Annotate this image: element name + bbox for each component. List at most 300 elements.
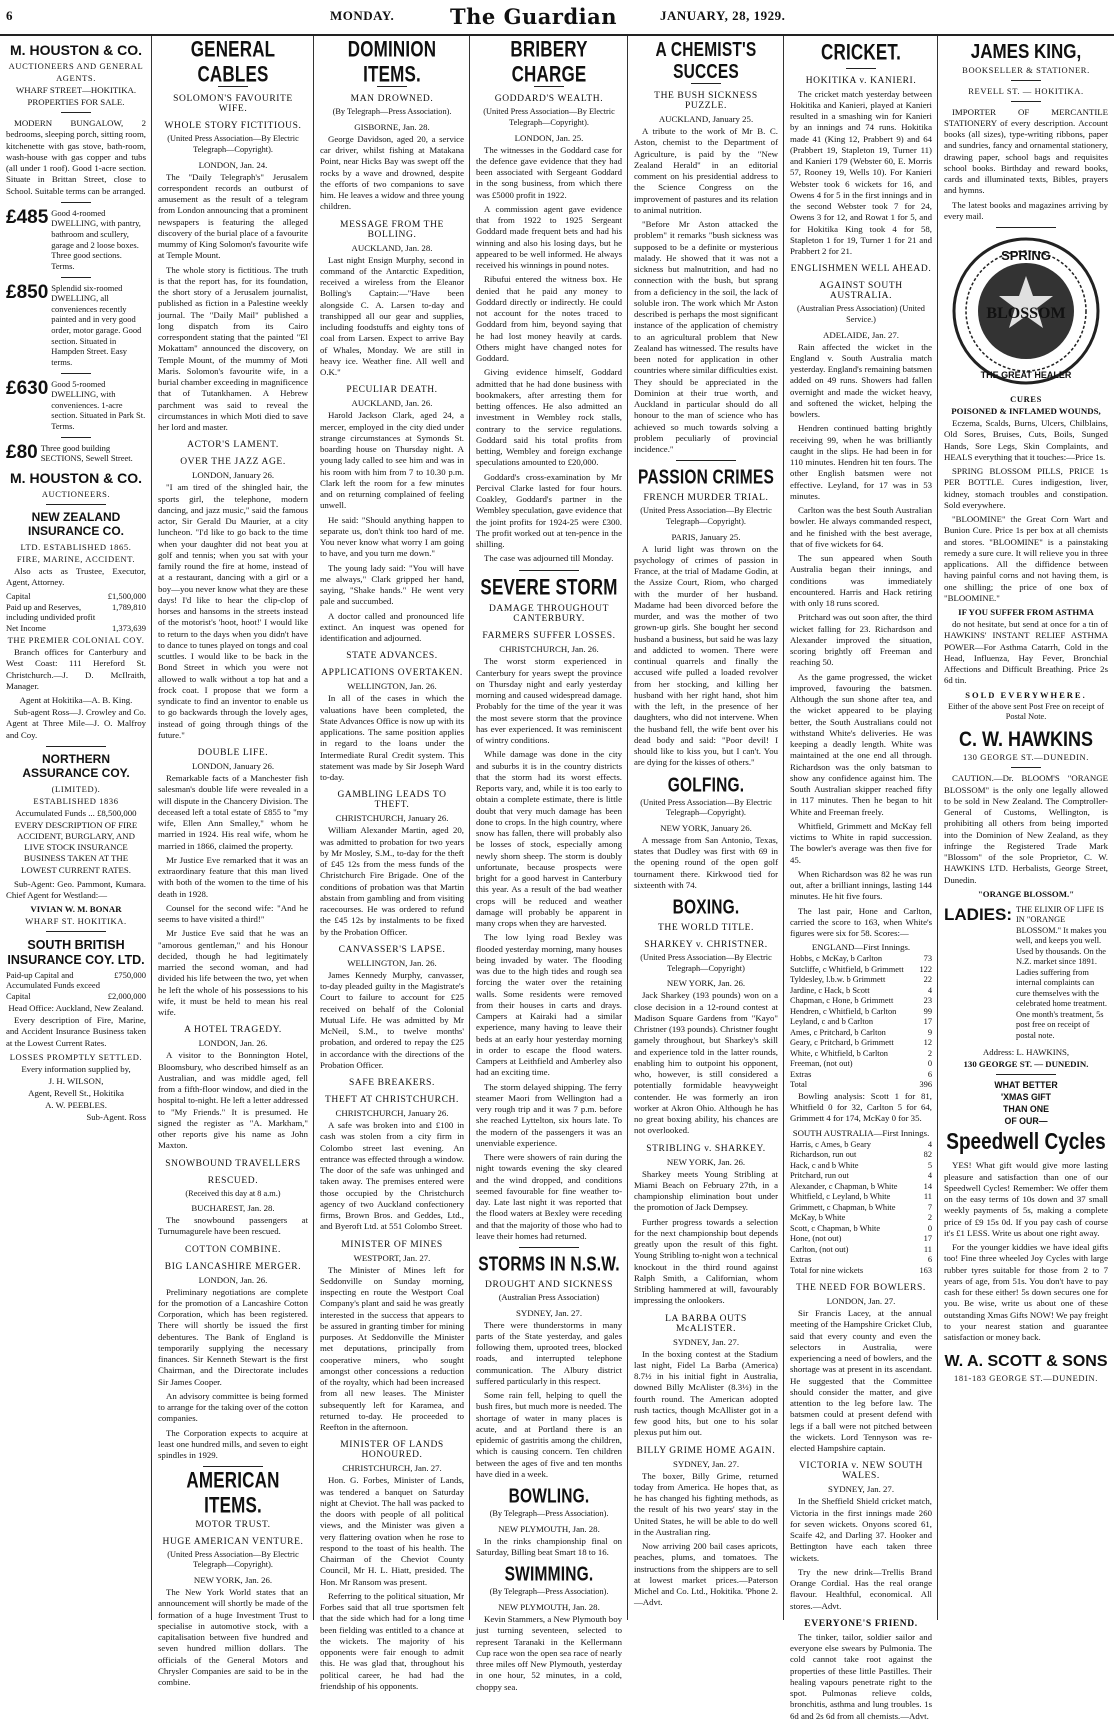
story-paragraph: A lurid light was thrown on the psychology of crimes of passion in France, at the trial of Madame Godin, at the Assize Court, Riom, who charged with the murder of her husband. Madame had been divorced before the murder, and was the mother of two grown-up girls. She bought her second husband a business, but said he was lazy and addicted to women. There were continual quarrels and finally the accused wife pulled a loaded revolver from her stocking, and killing her husband with her right hand, shot him with the left, in the presence of her daughters, who did not intervene. When the husband fell, the wife bent over his dead body and said: "Poor devil! I should like to kiss you, but I can't. You are dying for the kisses of others."	[634, 543, 778, 768]
dateline: LONDON, Jan. 26.	[198, 1274, 268, 1285]
story-subheadline: WHOLE STORY FICTITIOUS.	[164, 121, 302, 132]
batsman: Leyland, c and b Carlton	[790, 1017, 874, 1027]
batsman: Harris, c Ames, b Geary	[790, 1139, 871, 1149]
scorecard-row	[790, 1028, 932, 1039]
story-paragraph: An advisory committee is being formed to arrange for the taking over of the cotton companies.	[158, 1390, 308, 1424]
story-paragraph: The snowbound passengers at Turnumagurele have been rescued.	[158, 1215, 308, 1237]
masthead-date: JANUARY, 28, 1929.	[660, 8, 786, 23]
story-headline: ACTOR'S LAMENT.	[187, 440, 279, 451]
england-scorecard	[790, 954, 932, 1080]
scorecard-row	[790, 975, 932, 986]
batsman: Hack, c and b White	[790, 1160, 859, 1170]
runs: 12	[923, 1038, 932, 1048]
column-rule	[313, 36, 314, 1620]
story-subheadline: RESCUED.	[207, 1175, 259, 1186]
story-headline: EVERYONE'S FRIEND.	[804, 1618, 918, 1629]
houston-title: M. HOUSTON & CO.	[10, 469, 142, 486]
story-headline: MOTOR TRUST.	[195, 1519, 271, 1530]
figure-label: Paid up and Reserves, including undivided profit	[6, 602, 96, 623]
figure-value: £750,000	[114, 970, 146, 980]
houston-subtitle: AGENTS.	[56, 73, 96, 84]
story-paragraph: Pritchard was out soon after, the third wicket falling for 23. Richardson and Alexander improved the situation, scoring brightly off Freeman and reaching 50.	[790, 612, 932, 668]
dateline: CHRISTCHURCH, Jan. 26.	[499, 644, 599, 655]
cures-body: Eczema, Scalds, Burns, Ulcers, Chilblains, Old Sores, Bruises, Cuts, Boils, Sunged Hands, Sore Legs, Skin Complaints, and HEALS everything that it touches:—Price 1s.	[944, 418, 1108, 462]
story-headline: ENGLISHMEN WELL AHEAD.	[790, 264, 932, 275]
advertisement-paragraph: The tinker, tailor, soldier sailor and everyone else swears by Pulmonia. The cold cannot take root against the properties of these little Pastilles. Their healing vapours penetrate right to the spot. Pulmonas relieve colds, bronchitis, asthma and lung troubles. 1s 6d and 2s 6d from all chemists.—Advt.	[790, 1631, 932, 1721]
dateline: NEW PLYMOUTH, Jan. 28.	[498, 1602, 600, 1612]
batsman: Chapman, c Hone, b Grimmett	[790, 996, 894, 1006]
ladies-text: THE ELIXIR OF LIFE IS IN "ORANGE BLOSSOM." It makes you well, and keeps you well. Used by thousands. On the N.Z. market since 1891. Ladies suffering from internal complaints can cure themselves with the celebrated home treatment. One month's treatment, 5s post free on receipt of postal note.	[1016, 904, 1107, 1040]
credit-line: (United Press Association—By Electric Telegraph—Copyright)	[640, 953, 772, 973]
story-headline: SOLOMON'S FAVOURITE WIFE.	[173, 94, 293, 115]
figure-label: Paid-up Capital and Accumulated Funds exceed	[6, 970, 100, 990]
nz-insurance-established: LTD. ESTABLISHED 1865.	[20, 541, 132, 552]
batsman: Scott, c Chapman, b White	[790, 1223, 881, 1233]
vivian-bonar: VIVIAN W. M. BONAR	[30, 904, 122, 915]
story-paragraph: Remarkable facts of a Manchester fish salesman's double life were revealed in a will dispute in the Chancery Division. The deceased left a total estate of £855 to "my wife, Ellen Ann Smalley," whom he married in 1924. His real wife, whom he married in 1866, claimed the property.	[158, 773, 308, 851]
story-paragraph: Carlton was the best South Australian bowler. He always commanded respect, and he finished with the best average, that of five wickets for 64.	[790, 505, 932, 549]
dateline: SYDNEY, Jan. 27.	[827, 1484, 895, 1495]
story-paragraph: The storm delayed shipping. The ferry steamer Maori from Wellington had a very rough trip and it was 7 p.m. before she reached Lyttelton, six hours late. To the modern of the passengers it was an unenviable experience.	[476, 1081, 622, 1148]
story-paragraph: Some rain fell, helping to quell the bush fires, but much more is needed. The shortage of water in many places is acute, and at Portland there is an epidemic of gastritis among the children, which is causing concern. Ten children between the ages of five and ten months have died in a week.	[476, 1390, 622, 1479]
figure-row	[6, 602, 146, 622]
seal-top-text: SPRING	[1001, 248, 1051, 264]
scorecard-row	[790, 1038, 932, 1049]
runs: 17	[923, 1234, 932, 1244]
seal-middle-text: BLOSSOM	[986, 305, 1066, 323]
james-king-body: The latest books and magazines arriving by every mail.	[944, 199, 1108, 221]
dateline: NEW YORK, January 26.	[660, 822, 752, 833]
story-paragraph: Rain affected the wicket in the England v. South Australia match yesterday. England's remaining batsmen added on 49 runs. Showers had fallen overnight and made the wicket heavy, and softened the wicket, helping the bowlers.	[790, 341, 932, 420]
james-king-subtitle: BOOKSELLER & STATIONER.	[962, 64, 1090, 75]
credit-line: (United Press Association—By Electric Telegraph—Copyright).	[640, 797, 772, 818]
story-subheadline: THEFT AT CHRISTCHURCH.	[325, 1095, 459, 1106]
story-paragraph: The low lying road Bexley was flooded yesterday morning, many houses being invaded by water. The flooding was due to the high tides and rough sea forcing the water over the retaining walls. Some residents were removed from their houses in carts and drays. Campers at Kairaki had a similar experience, many having to leave their beds at an early hour yesterday morning in order to escape the flood waters. Campers at Leithfield and Amberley also had an exciting time.	[476, 932, 622, 1078]
story-headline: GAMBLING LEADS TO THEFT.	[337, 790, 447, 811]
batsman: McKay, b White	[790, 1213, 846, 1223]
story-paragraph: The cricket match yesterday between Hokitika and Kanieri, played at Kanieri resulted in a smashing win for Kanieri by an innings and 74 runs. Hokitika made 41 (King 12, Prabbert 9) and 64 (Prabbert 19, Stapleton 19, Turner 11) and Kanieri 179 (Webster 60, E. Morris 57, Rooney 19, Wells 10). For Kanieri Webster took 6 wickets for 16, and Owens 4 for 5 in the first innings and in the second Webster took 7 for 24, Owens 3 for 12, and Rowat 1 for 5, and for Hokitika King took 4 for 58, Stapleton 1 for 19, Turner 1 for 21 and Prabbert 2 for 21.	[790, 88, 932, 257]
story-paragraph: Whitfield, Grimmett and McKay fell victims to White in rapid succession. The bowler's average was then five for 45.	[790, 820, 932, 865]
figure-value: 1,373,639	[112, 623, 146, 634]
story-paragraph: While damage was done in the city and suburbs it is in the country districts that the storm had its worst effects. Reports vary, and, while it is too early to obtain a complete estimate, there is little doubt that very much damage has been done to crops. In the high country, where snow has fallen, there will probably also be losses of stock, especially among newly shorn sheep. The storm is doubly unfortunate, because prospects were bright for a good harvest in Canterbury this year. As a result of the bad weather crops will be reduced and weather damage will probably be apparent in many crops when they are harvested.	[476, 749, 622, 929]
section-heading: STORMS IN N.S.W.	[478, 1253, 620, 1276]
story-paragraph: Sir Francis Lacey, at the annual meeting of the Hampshire Cricket Club, said that every county and even the selectors in Australia, were experiencing a need of bowlers, and the shortage was at present in its ascendant. He suggested that the Committee should consider the matter, and give attention to the leg before law. The batsmen could at present defend with legs if a ball were not pitched between the wickets. Lord Tennyson was re-elected Hampshire captain.	[790, 1308, 932, 1454]
story-paragraph: In all of the cases in which the valuations have been completed, the State Advances Office is now up with its applications. The same position applies in regard to the loans under the Intermediate Rural Credit system. This statement was made by Sir Joseph Ward to-day.	[320, 693, 464, 783]
story-paragraph: The witnesses in the Goddard case for the defence gave evidence that they had been associated with Sergeant Goddard in the song business, from which there was £5000 profit in 1922.	[476, 144, 622, 200]
scorecard-row	[790, 965, 932, 976]
cures-heading: POISONED & INFLAMED WOUNDS,	[951, 406, 1101, 417]
ladies-ad	[944, 905, 1108, 1042]
orange-blossom-address-label: Address: L. HAWKINS,	[982, 1047, 1070, 1058]
dateline: NEW YORK, Jan. 26.	[666, 978, 746, 989]
story-subheadline: AGAINST SOUTH AUSTRALIA.	[819, 281, 903, 302]
credit-line: (United Press Association—By Electric Telegraph—Copyright).	[640, 506, 772, 526]
price-text: Good 4-roomed DWELLING, with pantry, bathroom and scullery, garage and 2 loose boxes. Three good sections. Terms.	[51, 207, 141, 271]
credit-line: (Australian Press Association) (United Service.)	[797, 304, 925, 325]
section-heading: BOXING.	[672, 896, 740, 919]
price-amount: £80	[6, 441, 38, 463]
batsman: Hone, (not out)	[790, 1234, 842, 1244]
story-headline: HOKITIKA v. KANIERI.	[805, 75, 917, 86]
story-paragraph: The case was adjourned till Monday.	[484, 553, 614, 564]
section-heading: AMERICAN ITEMS.	[186, 1468, 280, 1518]
scorecard-row	[790, 1007, 932, 1018]
story-paragraph: The New York World states that an announcement will shortly be made of the formation of a huge Investment Trust to specialise in automotive stock, with a capitalisation between five hundred and seven hundred million dollars. The officials of the General Motors and Chrysler Companies are said to be in the combine.	[158, 1587, 308, 1688]
story-paragraph: In the rinks championship final on Saturday, Billing beat Smart 18 to 16.	[476, 1535, 622, 1558]
runs: 0	[927, 1059, 932, 1069]
dateline: ADELAIDE, Jan. 27.	[823, 329, 899, 340]
south-british-title: SOUTH BRITISH INSURANCE COY. LTD.	[7, 938, 145, 967]
south-british-head-office: Head Office: Auckland, New Zealand.	[8, 1003, 144, 1013]
story-headline: THE NEED FOR BOWLERS.	[796, 1283, 926, 1294]
column-5-chemist-sports	[630, 36, 782, 1616]
runs: 4	[927, 1139, 932, 1149]
credit-line: (By Telegraph—Press Association).	[489, 1509, 609, 1519]
houston-subtitle: AUCTIONEERS AND GENERAL	[8, 61, 144, 72]
dateline: CHRISTCHURCH, Jan. 27.	[342, 1463, 442, 1474]
northern-sub-agent: Sub-Agent: Geo. Pammont, Kumara. Chief Agent for Westland:—	[6, 878, 146, 900]
hawkins-title: C. W. HAWKINS	[959, 726, 1093, 751]
scorecard-row	[790, 996, 932, 1007]
story-headline: THE WORLD TITLE.	[657, 923, 755, 934]
section-heading: BOWLING.	[508, 1485, 590, 1508]
figure-row	[6, 623, 146, 633]
story-headline: MINISTER OF MINES	[341, 1239, 443, 1250]
scorecard-row	[790, 1140, 932, 1151]
story-paragraph: Mr Justice Eve said that he was an "amorous gentleman," and his Honour decided, though he had legitimately married the second woman, and had divided his life between the two, yet when he left the whole of his possessions to his wife, it must be held to mean his real wife.	[158, 928, 308, 1018]
hawkins-address: 130 GEORGE ST.—DUNEDIN.	[962, 752, 1090, 763]
dateline: PARIS, January 25.	[671, 531, 741, 542]
peebles-role: Sub-Agent. Ross	[86, 1111, 146, 1122]
story-paragraph: "I am tired of the shingled hair, the sports girl, the telephone, modern dancing, and jazz music," said the famous actor, Sir Gerald Du Maurier, at a city luncheon. "I'd like to go back to the time when your daughter did not beat you at golf and tennis; when you sat with your family round the fire at home, instead of at a restaurant, dancing with a girl or a boy—you never know what they are these days! I'd like to hear the clip-clop of horses and hansoms in the streets instead of the motorist's 'hoot, hoot!' I would like to return to the days when you didn't have to dance to tunes played on tongs and coal scuttles. I would like to be back in the Bond Street in which you were not allowed to walk without a top hat and a frock coat. I propose that we form a syndicate to find an inventor to enable us to go backwards through the lovely ages, instead of going through things of the future."	[158, 482, 308, 740]
runs: 14	[923, 1181, 932, 1191]
price-listing	[6, 283, 146, 368]
price-amount: £850	[6, 281, 49, 303]
runs: 6	[927, 1069, 932, 1079]
dateline: AUCKLAND, Jan. 26.	[351, 398, 433, 409]
column-rule	[627, 36, 628, 1620]
scorecard-row	[790, 1182, 932, 1193]
batsman: Pritchard, run out	[790, 1171, 849, 1181]
south-british-every: Every description of Fire, Marine, and Accident Insurance Business taken at the Lowest Current Rates.	[6, 1015, 146, 1048]
dateline: WELLINGTON, Jan. 26.	[347, 681, 437, 692]
batsman: Alexander, c Chapman, b White	[790, 1181, 898, 1191]
section-heading: DOMINION ITEMS.	[347, 37, 437, 87]
dateline: WELLINGTON, Jan. 26.	[347, 957, 437, 968]
story-paragraph: A commission agent gave evidence that from 1922 to 1925 Sergeant Goddard made frequent bets and had his winning and also his losing days, but he appeared to be well informed. He always received his winnings in pound notes.	[476, 203, 622, 271]
bloomine-ad: "BLOOMINE" the Great Corn Wart and Bunion Cure. Price 1s per box at all chemists and stores. "BLOOMINE" is a painstaking remedy a sure cure. It will relieve you in three applications. All the diffidence between having painful corns and not having them, is one shilling; the price of one box of "BLOOMINE."	[944, 514, 1108, 603]
column-6-cricket	[786, 36, 936, 1721]
story-headline: PECULIAR DEATH.	[346, 385, 438, 396]
scorecard-row	[790, 1192, 932, 1203]
dateline: WESTPORT, Jan. 27.	[353, 1252, 431, 1263]
ladies-label: LADIES:	[944, 904, 1012, 924]
story-paragraph: Kevin Stammers, a New Plymouth boy just turning seventeen, selected to represent Taranaki in the Kellermann Cup race won the open sea race of nearly three miles off New Plymouth, yesterday in one hour, 52 minutes, in a cold, choppy sea.	[476, 1614, 622, 1692]
pills-ad: SPRING BLOSSOM PILLS, PRICE 1s PER BOTTLE. Cures indigestion, liver, kidney, stomach troubles and constipation. Sold everywhere.	[944, 466, 1108, 510]
orange-blossom-address: 130 GEORGE ST. — DUNEDIN.	[963, 1059, 1089, 1070]
column-1-advertisements	[2, 36, 150, 1616]
batsman: Ames, c Pritchard, b Carlton	[790, 1027, 886, 1037]
scorecard-row	[790, 986, 932, 997]
houston-subtitle: AUCTIONEERS.	[41, 489, 111, 500]
page-number: 6	[6, 8, 13, 23]
runs: 11	[923, 1244, 932, 1254]
story-paragraph: Ribufui entered the witness box. He denied that he paid any money to Goddard directly or indirectly. He could not account for the notes traced to Goddard from him, beyond saying that he had lost money heavily at cards. Others might have changed notes for Goddard.	[476, 274, 622, 364]
section-heading: A CHEMIST'S SUCCES	[655, 38, 757, 84]
story-paragraph: Giving evidence himself, Goddard admitted that he had done business with bookmakers, after arresting them for betting offences. He also admitted an investment in Wembley rock stalls, contrary to the service regulations. Goddard said his total profits from betting, Wembley and foreign exchange speculations amounted to £20,000.	[476, 367, 622, 468]
runs: 122	[919, 964, 932, 974]
advertisement-paragraph: Try the new drink—Trellis Brand Orange Cordial. Has the real orange flavour. Healthful, economical. All stores.—Advt.	[790, 1566, 932, 1611]
story-headline: MINISTER OF LANDS HONOURED.	[340, 1440, 444, 1461]
dateline: LONDON, January 26.	[191, 761, 275, 772]
story-paragraph: Referring to the political situation, Mr Forbes said that all true sportsmen felt that the side which had for a long time been fielding was entitled to a chance at the wickets. The majority of his opponents were fair enough to admit this. He was glad that, throughout his political career, he had had the friendship of his opponents.	[320, 1590, 464, 1691]
section-heading: SWIMMING.	[504, 1563, 594, 1586]
runs: 22	[923, 975, 932, 985]
caution-notice: CAUTION.—Dr. BLOOM'S "ORANGE BLOSSOM" is the only one legally allowed to be sold in New Zealand. The Comptroller-General of Customs, Wellington, is prohibiting all others from being imported into the Dominion of New Zealand, as they infringe the Registered Trade Mark "Blossom" of the sole Proprietor, C. W. HAWKINS LTD. Herbalists, George Street, Dunedin.	[944, 773, 1108, 885]
spring-blossom-seal	[951, 236, 1101, 386]
batsman: Hobbs, c McKay, b Carlton	[790, 954, 883, 964]
section-heading: SEVERE STORM	[480, 574, 618, 600]
dateline: GISBORNE, Jan. 28.	[354, 121, 430, 132]
story-paragraph: The young lady said: "You will have me always," Clark gripped her hand, saying, "Shake hands." He went very pale and succumbed.	[320, 562, 464, 607]
asthma-heading: IF YOU SUFFER FROM ASTHMA	[958, 607, 1094, 618]
story-headline: MESSAGE FROM THE BOLLING.	[340, 219, 444, 240]
story-headline: DOUBLE LIFE.	[197, 748, 269, 759]
dateline: LONDON, Jan. 26.	[198, 1038, 268, 1049]
price-amount: £485	[6, 206, 49, 228]
story-paragraph: Last night Ensign Murphy, second in command of the Antarctic Expedition, received a wireless from the Eleanor Bolling's Captain:—"Have been alongside C. A. Larsen to-day and transhipped all our gear and supplies, including foodstuffs and eighty tons of coal from Larsen. Expect to arrive Bay of Whales, Monday. We are still in heavy ice. Weather fine. All well and O.K."	[320, 254, 464, 378]
information-supplied: Every information supplied by,	[21, 1063, 131, 1074]
dateline: NEW PLYMOUTH, Jan. 28.	[498, 1523, 600, 1534]
xmas-line: 'XMAS GIFT	[1001, 1092, 1051, 1103]
story-paragraph: Sharkey meets Young Stribling at Miami Beach on February 27th, in a championship elimination bout under the promotion of Jack Dempsey.	[634, 1168, 778, 1213]
figure-value: £2,000,000	[107, 991, 146, 1001]
batsman: Freeman, (not out)	[790, 1059, 853, 1069]
story-paragraph: William Alexander Martin, aged 20, was admitted to probation for two years by Mr Mosley, S.M., to-day for the theft of £45 12s from the mess funds of the Christchurch Fire Brigade. One of the conditions of probation was that Martin abstain from gambling and from visiting racecourses. He was ordered to refund the £45 12s by instalments to be fixed by the Probation Officer.	[320, 825, 464, 937]
story-paragraph: A doctor called and pronounced life extinct. An inquest was opened for identification and adjourned.	[320, 610, 464, 644]
northern-funds: Accumulated Funds ... £8,500,000	[15, 807, 137, 818]
post-free-note: Either of the above sent Post Free on receipt of Postal Note.	[948, 701, 1104, 722]
story-paragraph: A visitor to the Bonnington Hotel, Bloomsbury, who described himself as an Australian, and was middle aged, fell from a fifth-floor window, and died in the hospital to-night. He left a letter addressed to "My Friends." It is presumed. He signed the register as "A. Markham," other reports give his name as John Maxton.	[158, 1050, 308, 1151]
story-paragraph: When Richardson was 82 he was run out, after a brilliant innings, lasting 144 minutes. He hit five fours.	[790, 868, 932, 902]
story-subheadline: BIG LANCASHIRE MERGER.	[164, 1261, 302, 1272]
bowling-analysis: Bowling analysis: Scott 1 for 81, Whitfield 0 for 32, Carlton 5 for 64, Grimmett 4 for 174, McKay 0 for 35.	[790, 1090, 932, 1124]
story-paragraph: Goddard's cross-examination by Mr Percival Clarke lasted for four hours. Coakley, Goddard's partner in the Wembley speculation, gave evidence that the joint profits for 1924-25 were £300. The profit worked out at ten-pence in the shilling.	[476, 471, 622, 550]
orange-blossom-heading: "ORANGE BLOSSOM."	[977, 888, 1075, 899]
scorecard-total	[790, 1266, 932, 1277]
dateline: SYDNEY, Jan. 27.	[672, 1336, 740, 1347]
dateline: CHRISTCHURCH, January 26.	[335, 1108, 449, 1119]
story-paragraph: The whole story is fictitious. The truth is that the report has, for its foundation, the short story of a Jerusalem journalist, published as fiction in a Palestine weekly journal. The "Daily Mail" published a long dispatch from its Cairo correspondent stating that the painted "El Mokattam" announced the discovery, on Temple Mount, of the mummy of Moti Maris. Solomon's favourite wife, in a burial chamber exceeding in magnificence that of Tutankhamen. A Hebrew parchment was said to reveal the circumstances in which Moti died to save her lord and master.	[158, 264, 308, 433]
runs: 4	[927, 1171, 932, 1181]
scorecard-row	[790, 1255, 932, 1266]
story-paragraph: Counsel for the second wife: "And he seems to have visited a third!"	[158, 902, 308, 925]
james-king-body: IMPORTER OF MERCANTILE STATIONERY of every description. Account books (all sizes), type-writing ribbons, paper and sundries, fancy and ornamental stationery, drawing paper, school bags and requisites school books. Birthday and reward books, cards and illuminated texts, Bibles, prayers and hymns.	[944, 106, 1108, 196]
james-king-address: REVELL ST. — HOKITIKA.	[968, 85, 1084, 96]
story-paragraph: The boxer, Billy Grime, returned today from America. He hopes that, as he has changed his fighting methods, as the result of his two years' stay in the United States, he will be able to do well in the Australian ring.	[634, 1470, 778, 1537]
runs: 7	[927, 1202, 932, 1212]
story-paragraph: A tribute to the work of Mr B. C. Aston, chemist to the Department of Agriculture, is paid by the "New Zealand Herald" in an editorial comment on his presidential address to the Science Congress on the improvement of pastures and its relation to animal nutrition.	[634, 126, 778, 215]
masthead	[0, 0, 1114, 36]
batsman: Richardson, run out	[790, 1150, 857, 1160]
story-headline: MAN DROWNED.	[350, 94, 434, 105]
price-text: Splendid six-roomed DWELLING, all conveniences recently painted and in very good order, motor garage. Good section. Situated in Hampden Street. Easy terms.	[51, 282, 142, 367]
story-headline: CANVASSER'S LAPSE.	[338, 944, 446, 955]
price-text: Three good building SECTIONS, Sewell Street.	[40, 442, 133, 464]
story-paragraph: As the game progressed, the wicket improved, favouring the batsmen. Although the sun shone after tea, and the wicket appeared to be playing better, the South Australians could not withstand White's deliveries. He was keeping a deadly length. White was maintained at the one end all through. Richardson was the only batsman to show any confidence against him. The South Australian skipper reached fifty in 117 minutes. Then he began to hit White and Freeman freely.	[790, 671, 932, 817]
houston-title: M. HOUSTON & CO.	[10, 42, 142, 58]
story-paragraph: Further progress towards a selection for the next championship bout depends greatly upon the result of this fight. Young Stribling to-night won a technical knockout in the third round against Ralph Smith, a Californian, whom Stribling hammered at will, favourably impressing the onlookers.	[634, 1216, 778, 1306]
figure-label: Capital	[6, 591, 31, 602]
story-subheadline: FARMERS SUFFER LOSSES.	[482, 631, 616, 642]
peebles-name: A. W. PEEBLES.	[45, 1099, 107, 1110]
batsman: Extras	[790, 1255, 812, 1265]
runs: 23	[923, 996, 932, 1006]
credit-line: (United Press Association—By Electric Telegraph—Copyright).	[483, 107, 615, 127]
story-paragraph: James Kennedy Murphy, canvasser, to-day pleaded guilty in the Magistrate's Court to failure to account for £25 received on behalf of the Colonial Mutual Life. He was admitted by Mr McNeil, S.M., to twelve months' probation, and ordered to repay the £25 in accordance with the directions of the Probation Officer.	[320, 969, 464, 1070]
scorecard-row	[790, 1070, 932, 1081]
story-subheadline: SHARKEY v. CHRISTNER.	[644, 940, 768, 951]
figure-value: £1,500,000	[107, 591, 146, 602]
scorecard-row	[790, 954, 932, 965]
story-paragraph: In the Sheffield Shield cricket match, Victoria in the first innings made 260 for seven wickets. Onyons scored 61, Scaife 42, and Darling 37. Hooker and Bettington have each taken three wickets.	[790, 1496, 932, 1563]
wilson-name: J. H. WILSON,	[48, 1075, 104, 1086]
scorecard-heading: SOUTH AUSTRALIA—First Innings.	[792, 1127, 930, 1138]
dateline: SYDNEY, Jan. 27.	[515, 1307, 583, 1318]
scorecard-row	[790, 1049, 932, 1060]
credit-line: (By Telegraph—Press Association).	[332, 107, 452, 117]
seal-bottom-text: THE GREAT HEALER	[980, 370, 1072, 381]
column-4-bribery-storm	[472, 36, 626, 1692]
story-headline: FRENCH MURDER TRIAL.	[643, 493, 769, 504]
runs: 9	[927, 1027, 932, 1037]
story-paragraph: The sun appeared when South Australia began their innings, and conditions was immediately encountered. Harris and Hack retiring with only 18 runs scored.	[790, 553, 932, 609]
scorecard-row	[790, 1224, 932, 1235]
story-headline: SAFE BREAKERS.	[348, 1078, 435, 1089]
south-australia-scorecard	[790, 1140, 932, 1266]
batsman: Carlton, (not out)	[790, 1244, 849, 1254]
dateline: LONDON, Jan. 27.	[826, 1296, 896, 1307]
story-paragraph: Harold Jackson Clark, aged 24, a mercer, employed in the city died under strange circumstances at Symonds St. boarding house on Thursday night. A young lady called to see him and was in his room with him from 7 to 10.30 p.m. Clark left the room for a few minutes and on returning complained of feeling unwell.	[320, 410, 464, 511]
figure-label: Capital	[6, 991, 31, 1001]
dateline: SYDNEY, Jan. 27.	[672, 1458, 740, 1469]
story-headline: GODDARD'S WEALTH.	[494, 94, 604, 105]
scorecard-row	[790, 1017, 932, 1028]
story-paragraph: George Davidson, aged 20, a service car driver, whilst fishing at Matakana Point, near Hicks Bay was swept off the rocks by a wave and drowned, despite the efforts of two companions to save him. He leaves a widow and three young children.	[320, 133, 464, 212]
scorecard-row	[790, 1245, 932, 1256]
figure-row	[6, 991, 146, 1001]
batsman: Hendren, c Whitfield, b Carlton	[790, 1006, 897, 1016]
section-heading: BRIBERY CHARGE	[510, 37, 588, 87]
column-rule	[783, 36, 784, 1620]
advertisement-paragraph: Now arriving 200 bail cases apricots, peaches, plums, and tomatoes. The instructions from the shippers are to sell at lowest market prices.—Paterson Michel and Co. Ltd., Hokitika. 'Phone 2.—Advt.	[634, 1541, 778, 1608]
figure-row	[6, 970, 146, 990]
credit-line: (Australian Press Association)	[498, 1293, 600, 1303]
column-rule	[469, 36, 470, 1620]
runs: 11	[923, 1192, 932, 1202]
dateline: BUCHAREST, Jan. 28.	[191, 1203, 275, 1214]
cycles-body: For the younger kiddies we have ideal gifts too! Fine three wheeled Joy Cycles with large rubber tyres suitable for those from 2 to 7 years of age, from 51s. You don't have to pay cash for these either! 5s down secures one for you. Be wise, write us about one of these outstanding Xmas Gifts NOW! We pay freight to your nearest station and guarantee satisfaction or money back.	[944, 1242, 1108, 1343]
price-text: Good 5-roomed DWELLING, with conveniences. 1-acre section. Situated in Park St. Terms.	[51, 378, 146, 432]
story-paragraph: Mr Justice Eve remarked that it was an extraordinary feature that this man lived with both of the women to the time of his death in 1928.	[158, 854, 308, 899]
batsman: White, c Whitfield, b Carlton	[790, 1048, 888, 1058]
story-paragraph: A safe was broken into and £100 in cash was stolen from a city firm in Colombo street last evening. An entrance was effected through a window. The door of the safe was unhinged and taken away. The premises entered were those occupied by the Christchurch agency of two Auckland confectionery firms, Brown Bros. and Geddes, Ltd., and Byeroft Ltd. at 551 Colombo Street.	[320, 1120, 464, 1232]
credit-line: (United Press Association—By Electric Telegraph—Copyright).	[167, 1549, 299, 1570]
nz-insurance-body: Also acts as Trustee, Executor, Agent, Attorney.	[6, 565, 146, 587]
price-listing	[6, 443, 146, 464]
price-listing	[6, 208, 146, 272]
losses-settled: LOSSES PROMPTLY SETTLED.	[9, 1051, 143, 1062]
asthma-body: do not hesitate, but send at once for a tin of HAWKINS' INSTANT RELIEF ASTHMA POWER—For Asthma Catarrh, Cold in the Head, Influenza, Hay Fever, Bronchial Affections and Difficult Breathing. Price 2s 6d tin.	[944, 619, 1108, 686]
story-headline: COTTON COMBINE.	[185, 1244, 281, 1255]
section-heading: GENERAL CABLES	[190, 37, 276, 87]
dateline: NEW YORK, Jan. 26.	[666, 1156, 746, 1167]
dateline: AUCKLAND, January 25.	[658, 114, 754, 125]
nz-insurance-lines: FIRE, MARINE, ACCIDENT.	[16, 553, 136, 564]
runs: 99	[923, 1006, 932, 1016]
story-headline: SNOWBOUND TRAVELLERS	[165, 1158, 301, 1169]
northern-established: ESTABLISHED 1836	[33, 795, 119, 806]
scorecard-row	[790, 1234, 932, 1245]
story-paragraph: In the boxing contest at the Stadium last night, Fidel La Barba (America) 8.7½ in his initial fight in Australia, downed Billy McAlister (8.3½) in the fourth round. The American adopted rush tactics, though McAllister got in a few good hits, but one to his solar plexus put him out.	[634, 1348, 778, 1438]
story-paragraph: Jack Sharkey (193 pounds) won on a close decision in a 12-round contest at Madison Square Gardens from "Kayo" Christner (193 pounds). Christner fought gamely throughout, but Sharkey's skill and experience told in the latter rounds, enabling him to outpoint his opponent, who, however, is still considered a potentially formidable heavyweight contender. He was formerly an iron worker at Akron Ohio. Although he has no great boxing ability, his chances are not overlooked.	[634, 990, 778, 1136]
dateline: NEW YORK, Jan. 26.	[193, 1575, 273, 1586]
cycles-body: YES! What gift would give more lasting pleasure and satisfaction than one of our Speedwell Cycles! Remember: We offer them on the easy terms of 10s down and 37 small weekly payments of 5s, making a complete price of £9 15s 0d. If you pay cash of course it's £1 LESS. Write us about one right away.	[944, 1160, 1108, 1238]
nz-insurance-title: NEW ZEALAND INSURANCE CO.	[27, 510, 124, 538]
northern-title: NORTHERN ASSURANCE COY.	[22, 751, 130, 780]
dateline: LONDON, Jan. 25.	[514, 132, 584, 143]
wilson-address: Agent, Revell St., Hokitika	[28, 1087, 124, 1098]
properties-heading: PROPERTIES FOR SALE.	[27, 97, 125, 108]
story-subheadline: OVER THE JAZZ AGE.	[180, 457, 286, 468]
story-paragraph: Hendren continued batting brightly receiving 99, when he was brilliantly caught in the slips. He had been in for 110 minutes. Hendren hit ten fours. The other English batsmen were not effective. Leyland, for 17 was in 53 minutes.	[790, 423, 932, 501]
scott-and-sons-address: 181-183 GEORGE ST.—DUNEDIN.	[953, 1373, 1098, 1384]
figure-row	[6, 591, 146, 601]
scorecard-total	[790, 1080, 932, 1091]
column-2-general-cables	[154, 36, 312, 1688]
xmas-line: OF OUR—	[1004, 1116, 1048, 1127]
price-listing	[6, 379, 146, 432]
story-headline: THE BUSH SICKNESS PUZZLE.	[654, 91, 758, 112]
batsman: Whitfield, c Leyland, b White	[790, 1192, 891, 1202]
story-headline: STRIBLING v. SHARKEY.	[646, 1143, 766, 1154]
xmas-line: THAN ONE	[1003, 1104, 1049, 1115]
batsman: Geary, c Pritchard, b Grimmett	[790, 1038, 894, 1048]
credit-line: (United Press Association—By Electric Telegraph—Copyright).	[167, 134, 299, 154]
story-paragraph: The "Daily Telegraph's" Jerusalem correspondent records an outburst of amusement as the result of a telegram from London announcing that a prominent newspapers is featuring the alleged discovery of the burial place of a favourite mummy of King Solomon's favourite wife at Temple Mount.	[158, 171, 308, 261]
section-heading: PASSION CRIMES	[637, 466, 774, 489]
runs: 6	[927, 1255, 932, 1265]
scott-and-sons-title: W. A. SCOTT & SONS	[944, 1353, 1108, 1371]
scorecard-row	[790, 1161, 932, 1172]
runs: 73	[923, 954, 932, 964]
story-paragraph: "Before Mr Aston attacked the problem" it remarks "bush sickness was supposed to be a definite or mysterious malady. He showed that it was not a sickness but malnutrition, and had no connection with the bush, but sprang from a deficiency in the soil, the lack of soluble iron. The work which Mr Aston described is perhaps the most significant instance of the application of chemistry to an agricultural problem that New Zealand has witnessed. The results have been noted for application in other countries where similar difficulties exist. They should be appreciated in the Dominion at their true worth, and Auckland in particular should do all honour to the man of science who has achieved so much towards solving a problem peculiarly of provincial incidence."	[634, 219, 778, 455]
scorecard-heading: ENGLAND—First Innings.	[811, 942, 911, 953]
masthead-day: MONDAY.	[330, 8, 395, 23]
runs: 17	[923, 1017, 932, 1027]
runs: 5	[927, 1160, 932, 1170]
story-paragraph: There were showers of rain during the night towards evening the sky cleared and the wind dropped, and conditions seemed favourable for fine weather to-day. Late last night it was reported that the flood waters at Bexley were receding and that the majority of those who had to leave their homes had returned.	[476, 1152, 622, 1241]
story-headline: DROUGHT AND SICKNESS	[485, 1280, 613, 1291]
story-paragraph: The Minister of Mines left for Seddonville on Sunday morning, inspecting en route the Westport Coal Company's plant and said he was greatly interested in the success that appears to be assured in granting timber for mining purposes. At Seddonville the Minister met deputations, principally from cooperative miners, who sought amongst other concessions a reduction of the royalty, which had been increased from all new leases. The Minister subsequently left for Karamea, and returned to-day. He proceeded to Reefton in the afternoon.	[320, 1264, 464, 1433]
story-paragraph: Preliminary negotiations are complete for the promotion of a Lancashire Cotton Corporation, which has been registered. There will shortly be issued the first debentures. The Bank of England is temporarily supplying the necessary finances. Sir Kenneth Stewart is the first Chairman, and the Directorate includes Sir James Cooper.	[158, 1286, 308, 1387]
james-king-title: JAMES KING,	[970, 40, 1082, 63]
credit-line: (By Telegraph—Press Association).	[489, 1587, 609, 1597]
story-paragraph: Hon. G. Forbes, Minister of Lands, was tendered a banquet on Saturday night at Cheviot. The hall was packed to the doors with people of all political views, and the Minister was given a very flattering ovation when he rose to respond to the toast of his health. The Chairman of the Cheviot County Council, Mr H. L. Hiatt, presided. The Hon. Mr Ransom was present.	[320, 1475, 464, 1587]
story-headline: BILLY GRIME HOME AGAIN.	[636, 1445, 776, 1456]
price-amount: £630	[6, 377, 49, 399]
story-headline: STATE ADVANCES.	[346, 651, 438, 662]
